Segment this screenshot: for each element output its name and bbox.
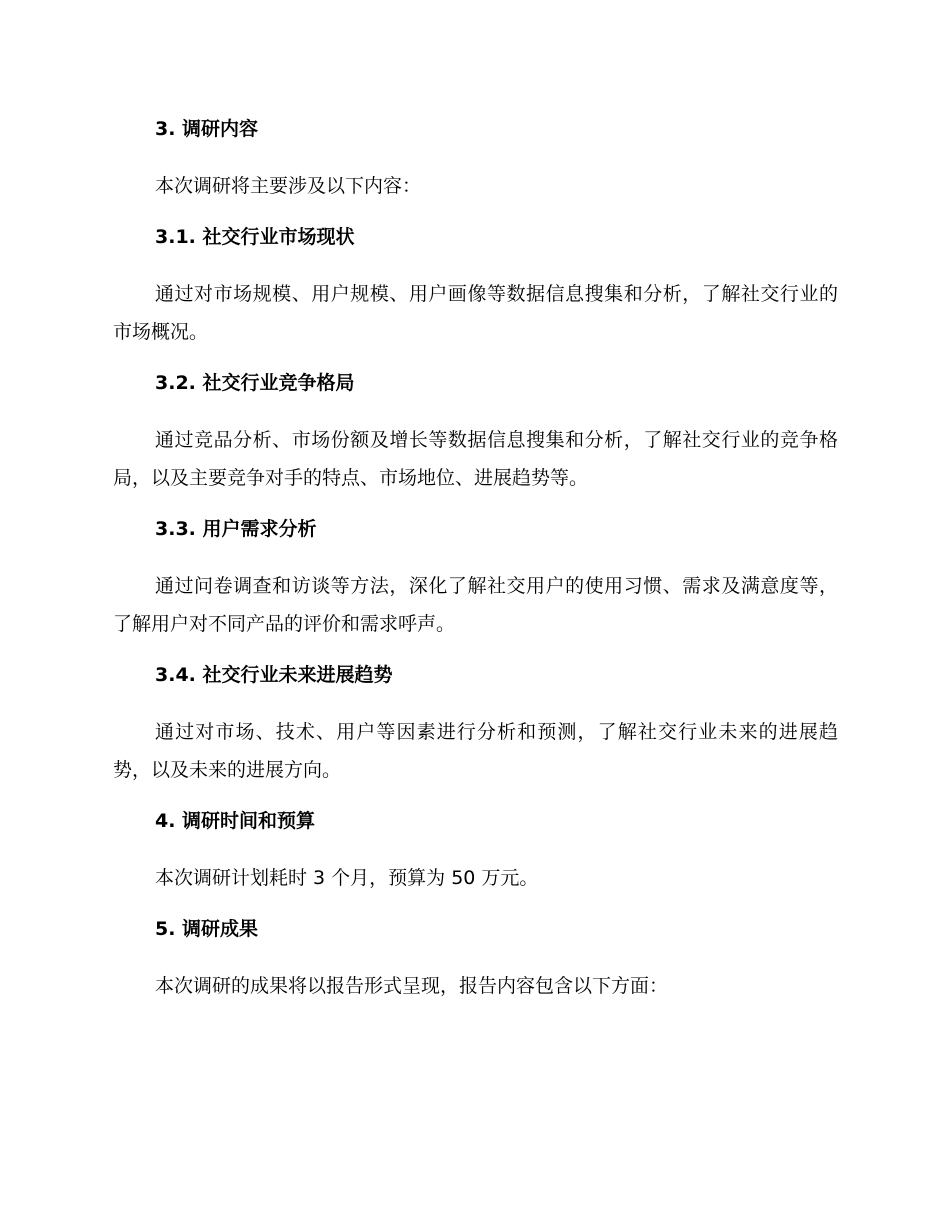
paragraph-intro: 本次调研将主要涉及以下内容：: [155, 175, 422, 197]
section-heading-3-4: 3.4. 社交行业未来进展趋势: [155, 664, 393, 686]
paragraph-5: 本次调研的成果将以报告形式呈现，报告内容包含以下方面：: [155, 975, 669, 997]
section-heading-4: 4. 调研时间和预算: [155, 810, 316, 832]
section-heading-3-1: 3.1. 社交行业市场现状: [155, 226, 355, 248]
section-heading-5: 5. 调研成果: [155, 918, 259, 940]
section-heading-3-2: 3.2. 社交行业竞争格局: [155, 372, 355, 394]
section-heading-3: 3. 调研内容: [155, 118, 259, 140]
section-heading-3-3: 3.3. 用户需求分析: [155, 518, 317, 540]
paragraph-3-4: 通过对市场、技术、用户等因素进行分析和预测，了解社交行业未来的进展趋势，以及未来的进展方向。: [113, 721, 838, 781]
paragraph-3-3: 通过问卷调查和访谈等方法，深化了解社交用户的使用习惯、需求及满意度等，了解用户对不同产品的评价和需求呼声。: [113, 575, 838, 635]
paragraph-4: 本次调研计划耗时 3 个月，预算为 50 万元。: [155, 867, 539, 889]
paragraph-3-1: 通过对市场规模、用户规模、用户画像等数据信息搜集和分析，了解社交行业的市场概况。: [113, 283, 838, 343]
paragraph-3-2: 通过竞品分析、市场份额及增长等数据信息搜集和分析，了解社交行业的竞争格局，以及主要竞争对手的特点、市场地位、进展趋势等。: [113, 429, 838, 489]
